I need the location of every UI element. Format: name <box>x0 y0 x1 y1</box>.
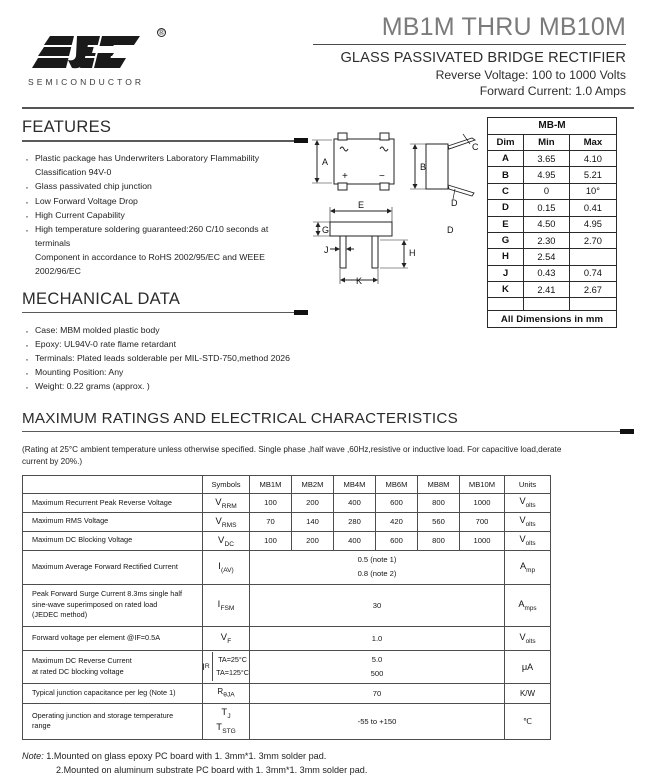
param-label: Forward voltage per element @IF=0.5A <box>23 626 203 650</box>
symbol-sub: θJA <box>223 691 235 699</box>
table-row <box>488 167 617 183</box>
value-cell: 200 <box>292 531 334 550</box>
dim-max: 0.74 <box>569 265 616 281</box>
maximum-ratings-rule <box>22 429 634 437</box>
spacer-cell <box>488 298 524 311</box>
dim-max: 2.67 <box>569 282 616 298</box>
symbol-base: I <box>217 598 221 610</box>
table-row <box>488 200 617 216</box>
value-cell: 1000 <box>460 493 505 512</box>
condition-2: TA=125°C <box>216 667 249 677</box>
electrical-characteristics-table <box>22 475 551 740</box>
symbol-base: V <box>215 495 222 507</box>
param-line-3: (JEDEC method) <box>32 610 88 620</box>
dim-label-H: H <box>409 248 416 259</box>
unit-sub: A <box>527 661 534 672</box>
unit-base: μ <box>521 661 528 672</box>
dim-label-D: D <box>451 198 458 209</box>
list-item: · Glass passivated chip junction <box>22 179 302 193</box>
dim-key: C <box>488 183 524 199</box>
company-name: SEMICONDUCTOR <box>28 77 145 87</box>
note-2: 2.Mounted on aluminum substrate PC board with 1. 3mm*1. 3mm solder pad. <box>56 765 368 776</box>
table-row <box>488 183 617 199</box>
symbol-sub: R <box>204 663 210 671</box>
dim-label-C: C <box>472 142 479 153</box>
param-symbol <box>203 550 250 584</box>
symbol-base: R <box>217 687 224 697</box>
value-line-2: 0.8 (note 2) <box>357 569 397 579</box>
param-label <box>23 703 203 740</box>
param-symbol <box>203 584 250 626</box>
symbol-sub: FSM <box>220 605 235 613</box>
maximum-ratings-title: MAXIMUM RATINGS AND ELECTRICAL CHARACTERISTICS <box>22 409 458 427</box>
symbol-sub: RMS <box>221 521 237 529</box>
value-cell-merged: 30 <box>250 584 505 626</box>
symbol-sub: (AV) <box>221 567 234 575</box>
left-column <box>0 109 302 393</box>
dim-min: 4.50 <box>524 216 570 232</box>
mechanical-rule <box>22 310 302 317</box>
value-cell: 400 <box>334 531 376 550</box>
table-row <box>23 531 551 550</box>
list-item: · Case: MBM molded plastic body <box>22 323 302 337</box>
dim-min: 2.30 <box>524 232 570 248</box>
param-line-1: Maximum DC Reverse Current <box>32 656 132 666</box>
company-logo <box>22 14 227 87</box>
table-row <box>488 249 617 265</box>
unit-base: A <box>518 598 525 609</box>
table-row <box>488 282 617 298</box>
dim-key: G <box>488 232 524 248</box>
param-line-2: range <box>32 721 51 731</box>
symbol-base: V <box>218 533 225 545</box>
value-cell: 700 <box>460 512 505 531</box>
col-header-units: Units <box>505 475 551 493</box>
param-label: Maximum Recurrent Peak Reverse Voltage <box>23 493 203 512</box>
unit-base: ℃ <box>523 716 532 726</box>
table-footer-row <box>488 311 617 327</box>
unit-base: V <box>519 631 526 642</box>
list-item: · Mounting Position: Any <box>22 365 302 379</box>
dim-min: 3.65 <box>524 151 570 167</box>
part-number-range: MB1M THRU MB10M <box>381 13 626 41</box>
forward-current-spec: Forward Current: 1.0 Amps <box>479 84 626 99</box>
table-row <box>488 151 617 167</box>
symbol-sub: DC <box>224 540 234 548</box>
col-header-mb2m: MB2M <box>292 475 334 493</box>
param-label: Maximum DC Blocking Voltage <box>23 531 203 550</box>
unit-cell <box>505 512 551 531</box>
dim-label-J: J <box>324 245 329 256</box>
dim-max: 2.70 <box>569 232 616 248</box>
unit-sub: /W <box>525 688 536 698</box>
dim-label-K: K <box>356 276 363 287</box>
value-cell: 600 <box>376 493 418 512</box>
value-cell-merged <box>250 650 505 683</box>
feature-text-cont: Classification 94V-0 <box>35 167 112 178</box>
value-cell: 800 <box>418 493 460 512</box>
unit-sub: olts <box>525 521 536 529</box>
registered-mark: ® <box>158 28 165 37</box>
ratings-conditions-note: (Rating at 25°C ambient temperature unless otherwise specified. Single phase ,half wave ,60Hz,resistive or inductive load. For capacitive load,derate current by 20%.) <box>22 444 562 467</box>
dim-label-B: B <box>420 162 427 173</box>
table-header-row <box>23 475 551 493</box>
col-header-min: Min <box>524 134 570 150</box>
header-title-block <box>227 14 634 98</box>
jf-logo-icon <box>22 28 172 74</box>
symbol-base-2: T <box>216 721 223 733</box>
dim-max: 4.10 <box>569 151 616 167</box>
table-row <box>23 493 551 512</box>
value-line-1: 0.5 (note 1) <box>357 555 397 565</box>
value-cell: 70 <box>250 512 292 531</box>
mechanical-list <box>22 323 302 393</box>
dim-min: 4.95 <box>524 167 570 183</box>
value-cell: 800 <box>418 531 460 550</box>
mechanical-title: MECHANICAL DATA <box>22 290 181 309</box>
value-cell: 100 <box>250 531 292 550</box>
symbol-base: V <box>220 631 228 643</box>
symbol-tstg <box>206 721 246 737</box>
value-cell: 600 <box>376 531 418 550</box>
table-header-row <box>488 134 617 150</box>
col-header-mb1m: MB1M <box>250 475 292 493</box>
note-1: 1.Mounted on glass epoxy PC board with 1. 3mm*1. 3mm solder pad. <box>46 751 327 762</box>
dim-key: J <box>488 265 524 281</box>
col-header-dim: Dim <box>488 134 524 150</box>
symbol-base: T <box>221 705 228 717</box>
unit-cell <box>505 626 551 650</box>
symbol-sub: RRM <box>221 502 237 510</box>
table-row <box>488 232 617 248</box>
features-section <box>22 118 302 278</box>
dim-max: 10° <box>569 183 616 199</box>
param-symbol <box>203 703 250 740</box>
param-label: Maximum RMS Voltage <box>23 512 203 531</box>
notes-label: Note: <box>22 751 44 762</box>
dim-max: 0.41 <box>569 200 616 216</box>
value-line-2: 500 <box>370 668 384 678</box>
value-line-1: 5.0 <box>371 654 383 664</box>
dimension-table-column <box>487 109 628 328</box>
col-header-max: Max <box>569 134 616 150</box>
unit-cell <box>505 683 551 703</box>
unit-base: V <box>519 515 526 526</box>
dim-min: 0.43 <box>524 265 570 281</box>
unit-sub: olts <box>525 540 536 548</box>
table-row <box>488 216 617 232</box>
table-row <box>23 626 551 650</box>
value-cell: 400 <box>334 493 376 512</box>
table-row <box>23 550 551 584</box>
value-cell-merged: 1.0 <box>250 626 505 650</box>
unit-base: V <box>519 496 526 507</box>
table-row <box>23 584 551 626</box>
feature-text: Plastic package has Underwriters Laboratory Flammability <box>35 153 260 164</box>
condition-1: TA=25°C <box>218 655 247 665</box>
table-row <box>488 265 617 281</box>
polarity-minus: − <box>379 171 385 183</box>
list-item <box>22 151 302 179</box>
dim-max: 4.95 <box>569 216 616 232</box>
param-symbol <box>203 531 250 550</box>
dimensions-unit-note: All Dimensions in mm <box>488 311 617 327</box>
param-symbol-conditions <box>203 650 250 683</box>
unit-cell <box>505 584 551 626</box>
col-header-param <box>23 475 203 493</box>
unit-cell <box>505 703 551 740</box>
package-drawing-column <box>302 109 487 314</box>
symbol-base: V <box>215 514 222 526</box>
table-row <box>23 650 551 683</box>
feature-text-cont: Component in accordance to RoHS 2002/95/EC and WEEE 2002/96/EC <box>35 251 265 276</box>
unit-cell <box>505 493 551 512</box>
symbol-base: I <box>202 661 205 672</box>
param-line-2: sine-wave superimposed on rated load <box>32 599 158 609</box>
symbol-tj <box>206 706 246 722</box>
table-row <box>23 683 551 703</box>
param-symbol <box>200 652 213 681</box>
value-cell: 560 <box>418 512 460 531</box>
mechanical-section <box>22 290 302 393</box>
param-symbol <box>203 493 250 512</box>
col-header-mb8m: MB8M <box>418 475 460 493</box>
symbol-base: I <box>218 560 222 572</box>
param-symbol <box>203 512 250 531</box>
spacer-cell <box>524 298 570 311</box>
param-symbol <box>203 626 250 650</box>
dim-key: H <box>488 249 524 265</box>
unit-base: A <box>519 560 527 571</box>
value-cell-merged <box>250 550 505 584</box>
dim-min: 0 <box>524 183 570 199</box>
value-cell-merged: -55 to +150 <box>250 703 505 740</box>
param-label: Maximum Average Forward Rectified Current <box>23 550 203 584</box>
col-header-mb10m: MB10M <box>460 475 505 493</box>
value-cell: 200 <box>292 493 334 512</box>
jf-logo-mark <box>22 28 172 74</box>
body-columns <box>0 109 650 393</box>
param-line-1: Peak Forward Surge Current 8.3ms single half <box>32 589 183 599</box>
dim-min: 2.41 <box>524 282 570 298</box>
maximum-ratings-section <box>0 410 650 741</box>
unit-cell <box>505 650 551 683</box>
param-symbol <box>203 683 250 703</box>
unit-base: K <box>519 688 526 698</box>
value-cell: 420 <box>376 512 418 531</box>
list-item <box>22 222 302 278</box>
list-item: · Low Forward Voltage Drop <box>22 194 302 208</box>
dim-label-E: E <box>358 200 365 211</box>
package-outline-drawing <box>302 119 487 309</box>
table-row <box>488 118 617 134</box>
col-header-mb6m: MB6M <box>376 475 418 493</box>
unit-base: V <box>519 534 526 545</box>
unit-sub: olts <box>525 502 536 510</box>
features-rule <box>22 138 302 145</box>
polarity-plus: + <box>342 171 348 183</box>
condition-list <box>216 654 249 679</box>
dim-key: E <box>488 216 524 232</box>
unit-sub: mp <box>526 566 536 574</box>
dimension-table <box>487 117 617 328</box>
dim-label-D2: D <box>447 225 454 236</box>
table-row <box>23 512 551 531</box>
unit-sub: mps <box>524 604 537 612</box>
package-name: MB-M <box>488 118 617 134</box>
param-label: Typical junction capacitance per leg (Note 1) <box>23 683 203 703</box>
symbol-sub-2: STG <box>222 728 236 736</box>
dim-max: 5.21 <box>569 167 616 183</box>
col-header-mb4m: MB4M <box>334 475 376 493</box>
reverse-voltage-spec: Reverse Voltage: 100 to 1000 Volts <box>435 68 626 83</box>
list-item: · Terminals: Plated leads solderable per MIL-STD-750,method 2026 <box>22 351 302 365</box>
param-line-1: Operating junction and storage temperature <box>32 710 174 720</box>
dim-key: K <box>488 282 524 298</box>
list-item: · Epoxy: UL94V-0 rate flame retardant <box>22 337 302 351</box>
symbol-sub: F <box>227 638 232 646</box>
dim-label-A: A <box>322 157 329 168</box>
param-line-2: at rated DC blocking voltage <box>32 666 124 676</box>
value-cell: 140 <box>292 512 334 531</box>
header-divider <box>313 44 626 45</box>
dim-max <box>569 249 616 265</box>
spacer-cell <box>569 298 616 311</box>
footnotes <box>0 740 650 777</box>
param-label <box>23 584 203 626</box>
table-row <box>23 703 551 740</box>
dim-min: 0.15 <box>524 200 570 216</box>
features-title: FEATURES <box>22 118 112 137</box>
dim-label-G: G <box>322 225 330 236</box>
value-cell: 100 <box>250 493 292 512</box>
page-header <box>0 0 650 98</box>
unit-sub: olts <box>525 637 536 645</box>
symbol-sub: J <box>227 712 231 720</box>
product-title: GLASS PASSIVATED BRIDGE RECTIFIER <box>340 50 626 67</box>
features-list <box>22 151 302 278</box>
feature-text: High temperature soldering guaranteed:260 C/10 seconds at terminals <box>35 223 269 248</box>
col-header-symbols: Symbols <box>203 475 250 493</box>
dim-key: D <box>488 200 524 216</box>
value-cell-merged: 70 <box>250 683 505 703</box>
dim-min: 2.54 <box>524 249 570 265</box>
unit-cell <box>505 531 551 550</box>
dim-key: B <box>488 167 524 183</box>
list-item: · Weight: 0.22 grams (approx. ) <box>22 379 302 393</box>
value-cell: 280 <box>334 512 376 531</box>
list-item: · High Current Capability <box>22 208 302 222</box>
unit-cell <box>505 550 551 584</box>
dim-key: A <box>488 151 524 167</box>
param-label <box>23 650 203 683</box>
value-cell: 1000 <box>460 531 505 550</box>
table-row-spacer <box>488 298 617 311</box>
